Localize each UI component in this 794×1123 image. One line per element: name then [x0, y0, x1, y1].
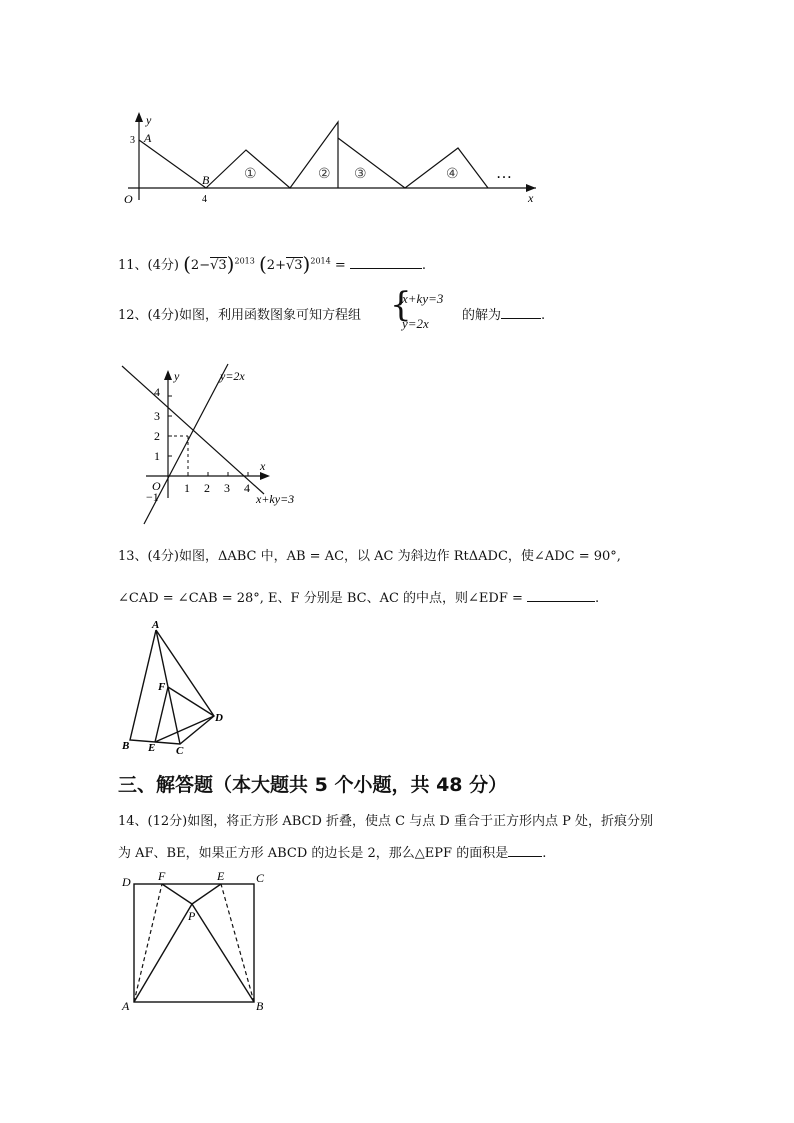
- segment-BP: [192, 904, 254, 1002]
- q11-base2: 2+: [266, 258, 286, 273]
- line-x-ky-3: [122, 366, 264, 494]
- label-E: E: [217, 869, 225, 883]
- y-tick-1: 1: [154, 449, 160, 463]
- label-B: B: [202, 173, 210, 187]
- label-B: B: [256, 999, 264, 1013]
- zigzag-1: [139, 122, 338, 188]
- label-C: C: [176, 745, 184, 757]
- x-tick-2: 2: [204, 481, 210, 495]
- equation-1: x+ky=3: [402, 291, 444, 306]
- figure-q10: [118, 108, 548, 208]
- label-O: O: [152, 479, 161, 493]
- q11-end: .: [421, 258, 427, 273]
- q13-line1: 13、(4分)如图，ΔABC 中，AB = AC，以 AC 为斜边作 RtΔADC，使∠ADC = 90°,: [118, 549, 621, 564]
- ellipsis: …: [496, 165, 512, 182]
- q12-prefix: [118, 304, 361, 323]
- y-axis-arrow: [164, 370, 172, 380]
- paren-close-2: ): [302, 252, 311, 276]
- q12-suffix: [462, 304, 545, 323]
- label-B: B: [122, 740, 130, 752]
- q11-exp1: 2013: [234, 256, 255, 266]
- circle-2: ②: [318, 167, 331, 182]
- tick-3: 3: [130, 135, 135, 146]
- x-tick-1: 1: [184, 481, 190, 495]
- segment-EP: [192, 884, 221, 904]
- label-A: A: [152, 619, 160, 631]
- q14-end: .: [542, 846, 547, 861]
- fold-BE: [221, 884, 254, 1002]
- figure-q12: [118, 358, 318, 528]
- paren-close: ): [226, 252, 235, 276]
- label-x: x: [528, 191, 534, 205]
- answer-blank-11[interactable]: [350, 256, 422, 269]
- question-11: [118, 252, 426, 276]
- q13-line2-text: ∠CAD = ∠CAB = 28°, E、F 分别是 BC、AC 的中点，则∠EDF =: [118, 591, 523, 606]
- q14-line2-text: 为 AF、BE，如果正方形 ABCD 的边长是 2，那么△EPF 的面积是: [118, 846, 509, 861]
- y-tick-4: 4: [154, 385, 160, 399]
- label-y: y: [146, 113, 152, 127]
- label-E: E: [148, 742, 156, 754]
- sqrt-3-a: √3: [210, 258, 227, 273]
- answer-blank-14[interactable]: [508, 844, 542, 857]
- y-axis-arrow: [135, 112, 143, 122]
- label-A: A: [122, 999, 130, 1013]
- label-D: D: [215, 712, 223, 724]
- q11-base1: 2−: [190, 258, 211, 273]
- paren-open: (: [183, 252, 191, 276]
- circle-3: ③: [354, 167, 367, 182]
- label-C: C: [256, 871, 265, 885]
- tick-neg1: −1: [146, 490, 159, 504]
- q12-number: 12、(4分): [118, 308, 179, 323]
- quadrilateral-ABCD: [130, 630, 214, 744]
- label-F: F: [158, 681, 166, 693]
- circle-1: ①: [244, 167, 257, 182]
- label-line2: x+ky=3: [256, 492, 295, 506]
- figure-q14: [118, 868, 278, 1016]
- segment-FD: [168, 687, 214, 716]
- label-line1: y=2x: [220, 369, 245, 383]
- x-tick-3: 3: [224, 481, 230, 495]
- label-A: A: [144, 131, 152, 145]
- segment-FE: [155, 687, 168, 742]
- figure-q13: [118, 618, 238, 758]
- answer-blank-13[interactable]: [527, 589, 595, 602]
- circle-4: ④: [446, 167, 459, 182]
- q11-exp2: 2014: [310, 256, 331, 266]
- y-tick-2: 2: [154, 429, 160, 443]
- q13-line2: [118, 587, 599, 606]
- segment-FP: [162, 884, 192, 904]
- brace: {: [390, 285, 412, 325]
- square-ABCD: [134, 884, 254, 1002]
- label-P: P: [188, 909, 196, 923]
- q13-end: .: [595, 591, 600, 606]
- q14-line1: 14、(12分)如图，将正方形 ABCD 折叠，使点 C 与点 D 重合于正方形内点 P 处，折痕分别: [118, 814, 653, 829]
- tick-4: 4: [202, 194, 207, 205]
- y-tick-3: 3: [154, 409, 160, 423]
- equation-2: y=2x: [402, 316, 429, 331]
- q14-line2: [118, 842, 546, 861]
- q12-end: .: [541, 308, 546, 323]
- label-O: O: [124, 192, 133, 206]
- q11-equals: =: [334, 258, 346, 273]
- x-axis-arrow: [260, 472, 270, 480]
- sqrt-3-b: √3: [285, 258, 303, 273]
- fold-AF: [134, 884, 162, 1002]
- q12-text: 如图，利用函数图象可知方程组: [178, 308, 361, 323]
- segment-AP: [134, 904, 192, 1002]
- x-tick-4: 4: [244, 481, 250, 495]
- paren-open-2: (: [258, 252, 267, 276]
- q11-number: 11、(4分): [118, 258, 179, 273]
- label-D: D: [122, 875, 131, 889]
- segment-ED: [155, 716, 214, 742]
- label-y: y: [174, 369, 180, 383]
- label-x: x: [260, 459, 266, 473]
- section-heading: 三、解答题（本大题共 5 个小题，共 48 分）: [118, 774, 508, 796]
- label-F: F: [158, 869, 166, 883]
- answer-blank-12[interactable]: [501, 306, 541, 319]
- q12-tail: 的解为: [462, 308, 502, 323]
